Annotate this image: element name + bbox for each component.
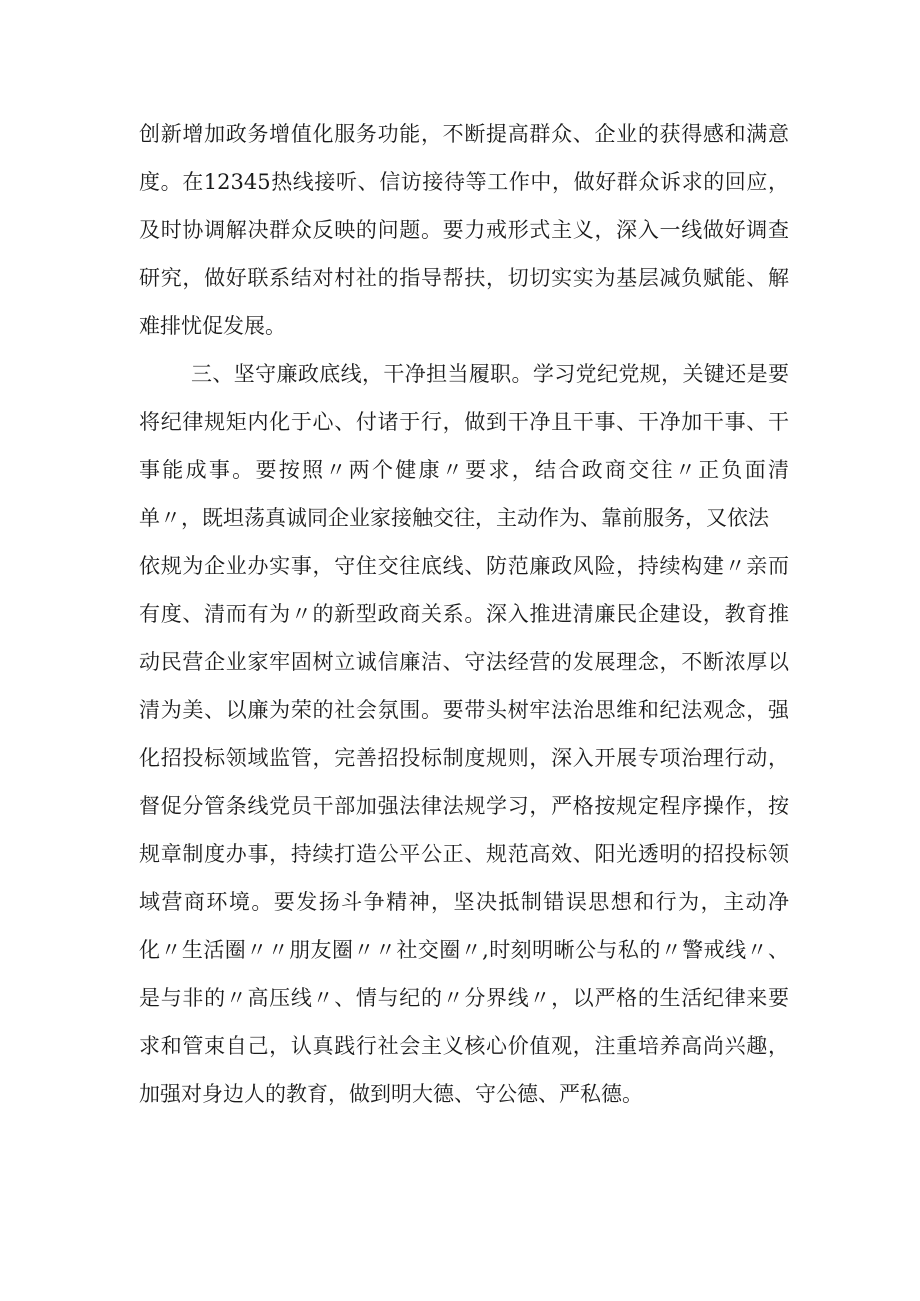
paragraph-line: 依规为企业办实事，守住交往底线、防范廉政风险，持续构建〃亲而 [139,554,789,578]
paragraph-line: 有度、清而有为〃的新型政商关系。深入推进清廉民企建设，教育推 [139,602,789,626]
paragraph-line: 三、坚守廉政底线，干净担当履职。学习党纪党规，关键还是要 [191,362,789,386]
paragraph-section-three [139,350,789,1118]
paragraph-line: 督促分管条线党员干部加强法律法规学习，严格按规定程序操作，按 [139,794,789,818]
paragraph-line: 度。在12345热线接听、信访接待等工作中，做好群众诉求的回应， [139,170,789,194]
paragraph-line: 化〃生活圈〃〃朋友圈〃〃社交圈〃,时刻明晰公与私的〃警戒线〃、 [139,938,789,962]
paragraph-line: 化招投标领域监管，完善招投标制度规则，深入开展专项治理行动， [139,746,789,770]
paragraph-line: 研究，做好联系结对村社的指导帮扶，切切实实为基层减负赋能、解 [139,266,789,290]
paragraph-line: 将纪律规矩内化于心、付诸于行，做到干净且干事、干净加干事、干 [139,410,789,434]
paragraph-line: 域营商环境。要发扬斗争精神，坚决抵制错误思想和行为，主动净 [139,890,789,914]
paragraph-line: 求和管束自己，认真践行社会主义核心价值观，注重培养高尚兴趣， [139,1034,789,1058]
paragraph-line: 及时协调解决群众反映的问题。要力戒形式主义，深入一线做好调查 [139,218,789,242]
paragraph-line: 是与非的〃高压线〃、情与纪的〃分界线〃，以严格的生活纪律来要 [139,986,789,1010]
paragraph-line: 加强对身边人的教育，做到明大德、守公德、严私德。 [139,1082,643,1106]
paragraph-line: 难排忧促发展。 [139,314,286,338]
paragraph-line: 动民营企业家牢固树立诚信廉洁、守法经营的发展理念，不断浓厚以 [139,650,789,674]
paragraph-line: 事能成事。要按照〃两个健康〃要求，结合政商交往〃正负面清 [139,458,789,482]
paragraph-line: 单〃，既坦荡真诚同企业家接触交往，主动作为、靠前服务，又依法 [139,506,769,530]
paragraph-continuation [139,110,789,350]
paragraph-line: 创新增加政务增值化服务功能，不断提高群众、企业的获得感和满意 [139,122,789,146]
paragraph-line: 清为美、以廉为荣的社会氛围。要带头树牢法治思维和纪法观念，强 [139,698,789,722]
paragraph-line: 规章制度办事，持续打造公平公正、规范高效、阳光透明的招投标领 [139,842,789,866]
